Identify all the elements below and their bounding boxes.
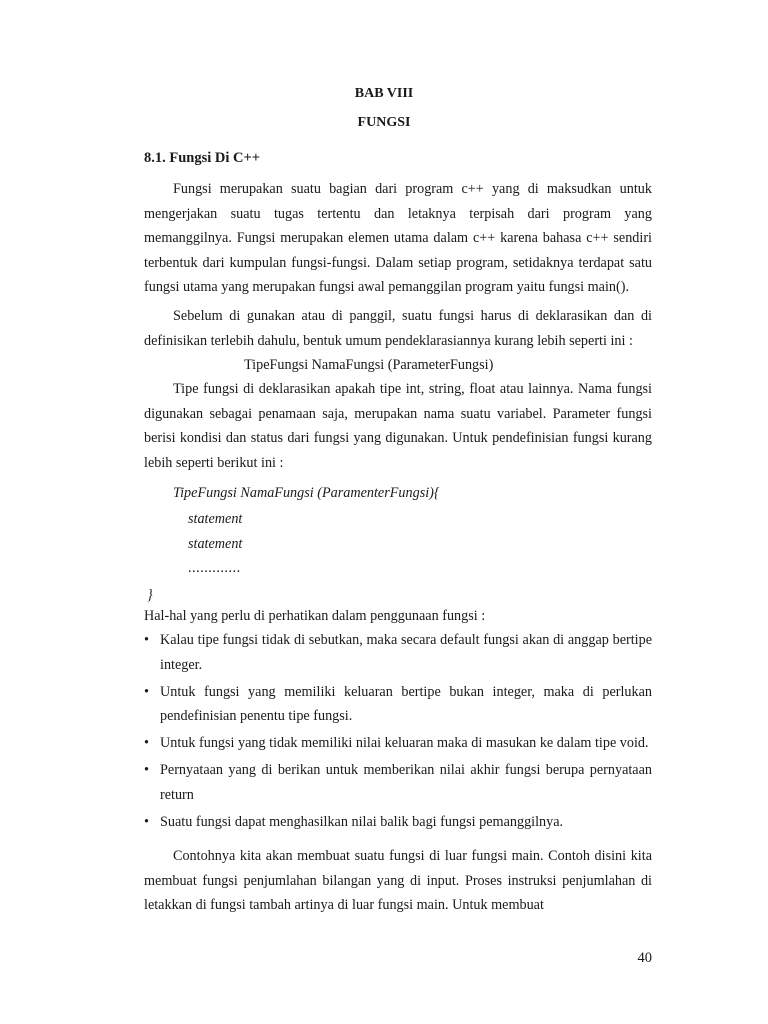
chapter-number: BAB VIII — [354, 86, 414, 101]
list-item-text: Untuk fungsi yang tidak memiliki nilai keluaran maka di masukan ke dalam tipe void. — [160, 735, 649, 752]
bullet-icon: • — [144, 632, 149, 648]
list-item — [144, 758, 652, 807]
chapter-title: FUNGSI — [357, 115, 411, 130]
bullet-icon: • — [144, 762, 149, 779]
paragraph-example: Contohnya kita akan membuat suatu fungsi di luar fungsi main. Contoh disini kita membuat fungsi penjumlahan bilangan yang di input. Proses instruksi penjumlahan di letakkan di fungsi tambah artinya di luar fungsi main. Untuk membuat — [144, 848, 652, 914]
paragraph-definition: Tipe fungsi di deklarasikan apakah tipe int, string, float atau lainnya. Nama fungsi digunakan sebagai penamaan saja, merupakan nama suatu variabel. Parameter fungsi berisi kondisi dan status dari fungsi yang digunakan. Untuk pendefinisian fungsi kurang lebih seperti berikut ini : — [144, 381, 652, 471]
page-number: 40 — [637, 950, 652, 966]
code-statement-1: statement — [188, 511, 243, 527]
list-item-text: Pernyataan yang di berikan untuk memberikan nilai akhir fungsi berupa pernyataan return — [160, 762, 652, 804]
list-item-text: Untuk fungsi yang memiliki keluaran bertipe bukan integer, maka di perlukan pendefinisian penentu tipe fungsi. — [160, 683, 652, 725]
list-item-text: Suatu fungsi dapat menghasilkan nilai balik bagi fungsi pemanggilnya. — [160, 814, 564, 831]
notes-list — [144, 628, 652, 837]
paragraph-intro: Fungsi merupakan suatu bagian dari program c++ yang di maksudkan untuk mengerjakan suatu tugas tertentu dan letaknya terpisah dari program yang memanggilnya. Fungsi merupakan elemen utama dalam c++ karena bahasa c++ sendiri terbentuk dari kumpulan fungsi-fungsi. Dalam setiap program, setidaknya terdapat satu fungsi utama yang merupakan fungsi awal pemanggilan program yaitu fungsi main(). — [144, 181, 652, 296]
bullet-icon: • — [144, 814, 149, 831]
list-item-text: Kalau tipe fungsi tidak di sebutkan, maka secara default fungsi akan di anggap bertipe integer. — [160, 632, 652, 673]
list-item — [144, 680, 652, 729]
bullet-icon: • — [144, 683, 149, 700]
code-closing-brace: } — [147, 587, 153, 603]
code-ellipsis: ............. — [188, 560, 241, 576]
list-item — [144, 731, 652, 756]
notes-intro: Hal-hal yang perlu di perhatikan dalam penggunaan fungsi : — [144, 608, 486, 624]
section-heading: 8.1. Fungsi Di C++ — [144, 150, 261, 166]
code-header: TipeFungsi NamaFungsi (ParamenterFungsi){ — [173, 485, 440, 501]
code-statement-2: statement — [188, 536, 243, 552]
bullet-icon: • — [144, 735, 149, 752]
list-item — [144, 810, 652, 835]
syntax-line: TipeFungsi NamaFungsi (ParameterFungsi) — [244, 357, 494, 373]
list-item — [144, 628, 652, 677]
paragraph-declaration: Sebelum di gunakan atau di panggil, suatu fungsi harus di deklarasikan dan di definisikan terlebih dahulu, bentuk umum pendeklarasiannya kurang lebih seperti ini : — [144, 308, 652, 349]
